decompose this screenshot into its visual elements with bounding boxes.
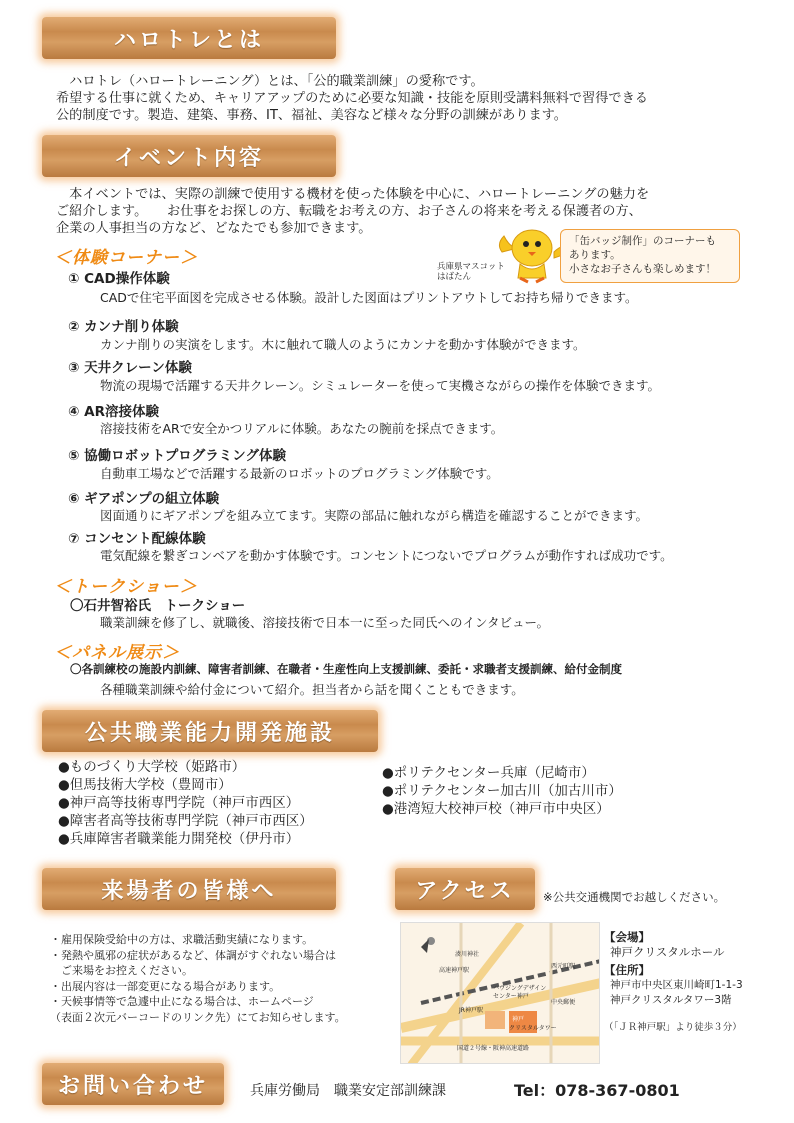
facilities-right-list — [382, 764, 622, 818]
map-label: 神戸 — [512, 1016, 525, 1023]
experience-item-title: ③ 天井クレーン体験 — [68, 360, 192, 376]
experience-item-title: ⑤ 協働ロボットプログラミング体験 — [68, 448, 286, 464]
experience-item-title: ④ AR溶接体験 — [68, 404, 159, 420]
experience-heading: ＜体験コーナー＞ — [54, 248, 198, 268]
facility-item: ●港湾短大校神戸校（神戸市中央区） — [382, 801, 610, 817]
section-banner-access: アクセス — [395, 868, 535, 910]
facility-item: ●障害者高等技術専門学院（神戸市西区） — [58, 813, 313, 829]
event-line: 企業の人事担当の方など、どなたでも参加できます。 — [56, 221, 372, 236]
intro-line: 公的制度です。製造、建築、事務、IT、福祉、美容など様々な分野の訓練があります。 — [56, 108, 567, 123]
section-banner-visitors: 来場者の皆様へ — [42, 868, 336, 910]
map-label: 中央郵便 — [551, 999, 576, 1006]
section-banner-contact: お問い合わせ — [42, 1063, 224, 1105]
facilities-left-list — [58, 758, 313, 848]
intro-line: 希望する仕事に就くため、キャリアアップのために必要な知識・技能を原則受講料無料で習得できる — [56, 91, 648, 106]
facility-item: ●但馬技術大学校（豊岡市） — [58, 777, 232, 793]
facility-item: ●兵庫障害者職業能力開発校（伊丹市） — [58, 831, 300, 847]
experience-item-desc: 図面通りにギアポンプを組み立てます。実際の部品に触れながら構造を確認することができます。 — [100, 508, 649, 523]
address-line: 神戸市中央区東川崎町1-1-3 — [610, 979, 743, 991]
visitor-note: ・雇用保険受給中の方は、求職活動実績になります。 — [50, 933, 314, 946]
venue-name: 神戸クリスタルホール — [610, 945, 725, 959]
panel-heading: ＜パネル展示＞ — [54, 643, 180, 663]
visitor-note: ご来場をお控えください。 — [50, 964, 193, 978]
experience-item-desc: CADで住宅平面図を完成させる体験。設計した図面はプリントアウトしてお持ち帰りできます。 — [100, 290, 638, 305]
facility-item: ●ものづくり大学校（姫路市） — [58, 759, 246, 775]
section-banner-event: イベント内容 — [42, 135, 336, 177]
experience-item-title: ⑥ ギアポンプの組立体験 — [68, 491, 220, 507]
mascot-caption-line: はばたん — [437, 272, 472, 282]
bubble-line: あります。 — [569, 249, 621, 261]
mascot-caption-line: 兵庫県マスコット — [437, 262, 505, 272]
access-note: ※公共交通機関でお越しください。 — [543, 890, 726, 904]
experience-item-desc: 自動車工場などで活躍する最新のロボットのプログラミング体験です。 — [100, 466, 499, 481]
experience-item-title: ⑦ コンセント配線体験 — [68, 531, 206, 547]
map-label: 高速神戸駅 — [439, 967, 470, 974]
intro-line: ハロトレ（ハロートレーニング）とは、「公的職業訓練」の愛称です。 — [56, 74, 484, 89]
experience-item-desc: カンナ削りの実演をします。木に触れて職人のようにカンナを動かす体験ができます。 — [100, 337, 586, 352]
intro-text — [56, 73, 648, 124]
walk-note: （「ＪＲ神戸駅」より徒歩３分） — [604, 1022, 742, 1033]
address-line: 神戸クリスタルタワー3階 — [610, 994, 732, 1006]
event-line: ご紹介します。 お仕事をお探しの方、転職をお考えの方、お子さんの将来を考える保護者の方、 — [56, 204, 642, 219]
map-label: 西元町駅 — [551, 963, 576, 970]
visitor-note: （表面２次元バーコードのリンク先）にてお知らせします。 — [50, 1010, 346, 1024]
visitor-note: ・発熱や風邪の症状があるなど、体調がすぐれない場合は — [50, 948, 336, 962]
section-banner-hellotore: ハロトレとは — [42, 17, 336, 59]
map-label: クリスタルタワー — [509, 1025, 557, 1032]
address-label: 【住所】 — [604, 963, 650, 977]
experience-item-desc: 物流の現場で活躍する天井クレーン。シミュレーターを使って実機さながらの操作を体験できます。 — [100, 378, 661, 393]
talk-title: 〇石井智裕氏 トークショー — [70, 598, 246, 614]
map-label: センター神戸 — [493, 993, 529, 1000]
experience-item-desc: 溶接技術をARで安全かつリアルに体験。あなたの腕前を採点できます。 — [100, 421, 504, 436]
access-info — [604, 930, 743, 1035]
contact-org: 兵庫労働局 職業安定部訓練課 — [250, 1083, 446, 1099]
experience-item-desc: 電気配線を繋ぎコンベアを動かす体験です。コンセントにつないでプログラムが動作すれば成功です。 — [100, 548, 673, 563]
contact-tel: Tel：078-367-0801 — [514, 1081, 680, 1100]
map-label: JR神戸駅 — [459, 1007, 483, 1014]
map-label: 湊川神社 — [455, 951, 480, 958]
mascot-speech-bubble — [560, 229, 740, 283]
facility-item: ●神戸高等技術専門学院（神戸市西区） — [58, 795, 300, 811]
visitor-note: ・天候事情等で急遽中止になる場合は、ホームページ — [50, 995, 314, 1009]
visitor-note: ・出展内容は一部変更になる場合があります。 — [50, 979, 281, 993]
panel-title: 〇各訓練校の施設内訓練、障害者訓練、在職者・生産性向上支援訓練、委託・求職者支援訓練、給付金制度 — [70, 662, 622, 676]
map-label: ハウジングデザイン — [493, 985, 547, 992]
venue-label: 【会場】 — [604, 930, 650, 944]
facility-item: ●ポリテクセンター兵庫（尼崎市） — [382, 765, 595, 781]
talk-desc: 職業訓練を修了し、就職後、溶接技術で日本一に至った同氏へのインタビュー。 — [100, 615, 550, 630]
talk-heading: ＜トークショー＞ — [54, 577, 198, 597]
access-map — [400, 922, 600, 1064]
event-line: 本イベントでは、実際の訓練で使用する機材を使った体験を中心に、ハロートレーニングの魅力を — [56, 187, 650, 202]
facility-item: ●ポリテクセンター加古川（加古川市） — [382, 783, 622, 799]
section-banner-facilities: 公共職業能力開発施設 — [42, 710, 378, 752]
experience-item-title: ① CAD操作体験 — [68, 271, 170, 287]
bubble-line: 小さなお子さんも楽しめます！ — [569, 263, 716, 275]
bubble-line: 「缶バッジ制作」のコーナーも — [569, 235, 716, 247]
panel-desc: 各種職業訓練や給付金について紹介。担当者から話を聞くこともできます。 — [100, 682, 524, 697]
visitor-notes — [50, 932, 346, 1026]
experience-item-title: ② カンナ削り体験 — [68, 319, 179, 335]
map-label: 国道２号線・阪神高速道路 — [457, 1045, 530, 1052]
mascot-caption — [437, 262, 505, 282]
